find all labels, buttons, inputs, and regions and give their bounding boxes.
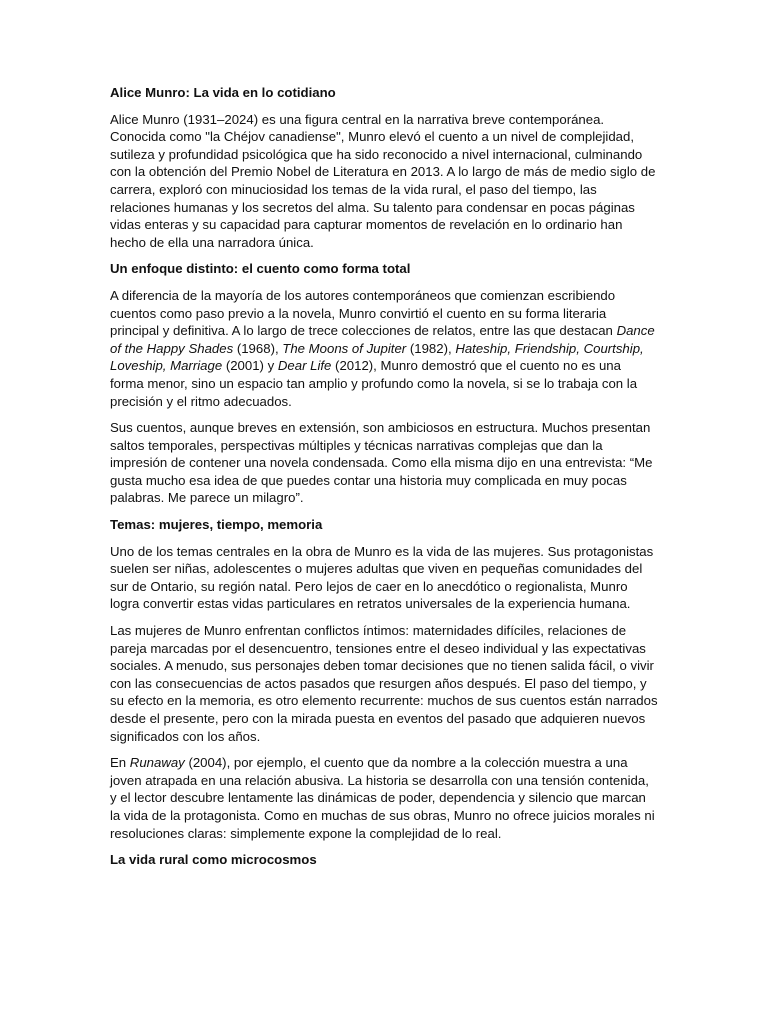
section-heading-temas: Temas: mujeres, tiempo, memoria [110, 517, 323, 533]
text-run: En [110, 755, 130, 771]
book-title: Dance of the Happy Shades [110, 323, 655, 356]
cuento-paragraph-1 [110, 287, 658, 410]
document-page [110, 84, 658, 878]
text-run: (2001) y [222, 358, 278, 374]
temas-paragraph-3 [110, 754, 658, 842]
text-run: (2004), por ejemplo, el cuento que da nombre a la colección muestra a una joven atrapada en una relación abusiva. La historia se desarrolla con una tensión contenida, y el lector descubre lentamente las dinámicas de poder, dependencia y silencio que marcan la vida de la protagonista. Como en muchas de sus obras, Munro no ofrece juicios morales ni resoluciones claras: simplemente expone la complejidad de lo real. [110, 755, 655, 841]
text-run: (1968), [233, 340, 283, 356]
cuento-paragraph-2: Sus cuentos, aunque breves en extensión, son ambiciosos en estructura. Muchos presentan saltos temporales, perspectivas múltiples y técnicas narrativas complejas que dan la impresión de contener una novela condensada. Como ella misma dijo en una entrevista: “Me gusta mucho esa idea de que puedes contar una historia muy complicada en muy pocas palabras. Me parece un milagro”. [110, 420, 653, 506]
book-title: Hateship, Friendship, Courtship, Loveship, Marriage [110, 340, 644, 374]
section-heading-rural: La vida rural como microcosmos [110, 852, 317, 868]
document-title: Alice Munro: La vida en lo cotidiano [110, 85, 336, 100]
book-title: Runaway [129, 755, 185, 771]
section-heading-cuento: Un enfoque distinto: el cuento como forma total [110, 261, 411, 277]
text-run: (2012), Munro demostró que el cuento no es una forma menor, sino un espacio tan amplio y profundo como la novela, si se lo trabaja con la precisión y el ritmo adecuados. [110, 358, 638, 409]
text-run: (1982), [406, 340, 456, 356]
intro-paragraph: Alice Munro (1931–2024) es una figura central en la narrativa breve contemporánea. Conocida como "la Chéjov canadiense", Munro elevó el cuento a un nivel de complejidad, sutileza y profundidad psicológica que ha sido reconocido a nivel internacional, culminando con la obtención del Premio Nobel de Literatura en 2013. A lo largo de más de medio siglo de carrera, exploró con minuciosidad los temas de la vida rural, el paso del tiempo, las relaciones humanas y los secretos del alma. Su talento para condensar en pocas páginas vidas enteras y su capacidad para capturar momentos de revelación en lo ordinario han hecho de ella una narradora única. [110, 111, 656, 250]
temas-paragraph-1: Uno de los temas centrales en la obra de Munro es la vida de las mujeres. Sus protagonistas suelen ser niñas, adolescentes o mujeres adultas que viven en pequeñas comunidades del sur de Ontario, su región natal. Pero lejos de caer en lo anecdótico o regionalista, Munro logra convertir estas vidas particulares en retratos universales de la experiencia humana. [110, 543, 654, 612]
text-run: A diferencia de la mayoría de los autores contemporáneos que comienzan escribiendo cuentos como paso previo a la novela, Munro convirtió el cuento en su forma literaria principal y definitiva. A lo largo de trece colecciones de relatos, entre las que destacan [110, 287, 617, 339]
temas-paragraph-2: Las mujeres de Munro enfrentan conflictos íntimos: maternidades difíciles, relaciones de pareja marcadas por el desencuentro, tensiones entre el deseo individual y las expectativas sociales. A menudo, sus personajes deben tomar decisiones que no tienen salida fácil, o vivir con las consecuencias de actos pasados que resurgen años después. El paso del tiempo, y su efecto en la memoria, es otro elemento recurrente: muchos de sus cuentos están narrados desde el presente, pero con la mirada puesta en eventos del pasado que adquieren nuevos significados con los años. [110, 623, 658, 744]
book-title: Dear Life [277, 358, 332, 374]
book-title: The Moons of Jupiter [282, 340, 407, 356]
